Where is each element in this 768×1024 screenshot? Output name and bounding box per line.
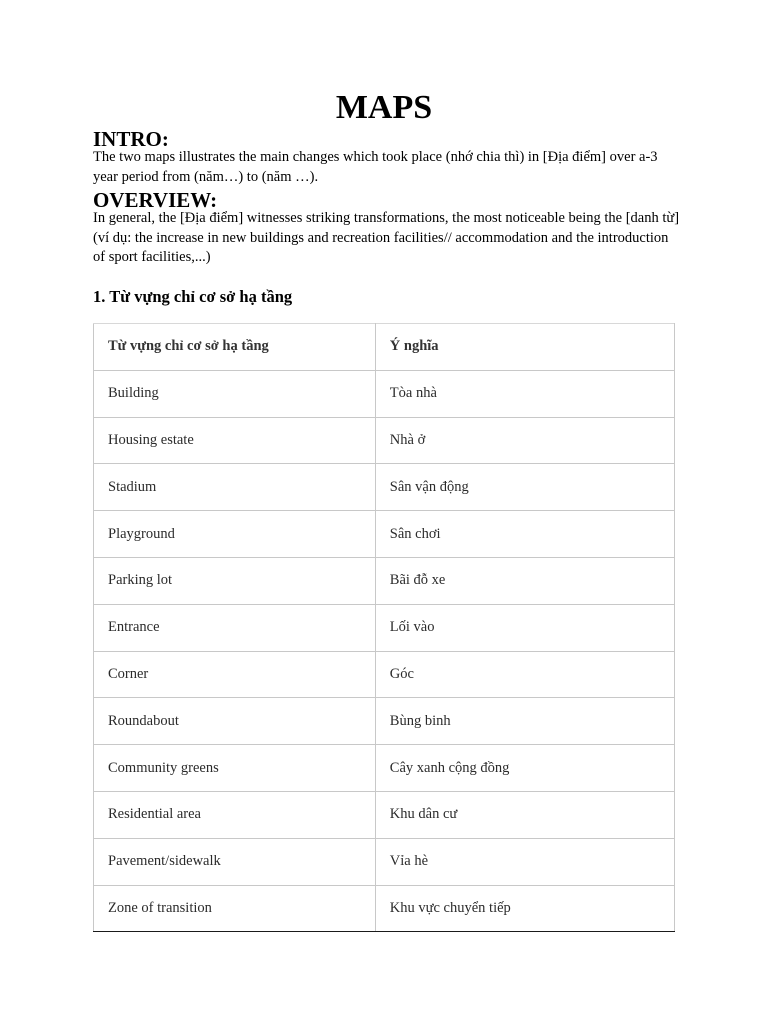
term-cell: Playground: [94, 511, 376, 558]
meaning-cell: Lối vào: [375, 604, 674, 651]
term-cell: Housing estate: [94, 417, 376, 464]
table-header-row: [94, 324, 675, 371]
table-row: [94, 838, 675, 885]
term-cell: Roundabout: [94, 698, 376, 745]
table-row: [94, 698, 675, 745]
meaning-cell: Nhà ở: [375, 417, 674, 464]
term-cell: Residential area: [94, 791, 376, 838]
meaning-cell: Góc: [375, 651, 674, 698]
term-cell: Corner: [94, 651, 376, 698]
table-row: [94, 511, 675, 558]
intro-heading: INTRO:: [93, 127, 169, 151]
meaning-cell: Sân chơi: [375, 511, 674, 558]
meaning-cell: Tòa nhà: [375, 370, 674, 417]
meaning-cell: Bùng binh: [375, 698, 674, 745]
meaning-cell: Khu vực chuyển tiếp: [375, 885, 674, 932]
table-row: [94, 791, 675, 838]
intro-paragraph: The two maps illustrates the main changes which took place (nhớ chia thì) in [Địa điểm] over a-3 year period from (năm…) to (năm …).: [93, 149, 658, 185]
table-row: [94, 885, 675, 932]
meaning-cell: Vỉa hè: [375, 838, 674, 885]
table-row: [94, 745, 675, 792]
term-cell: Pavement/sidewalk: [94, 838, 376, 885]
term-cell: Building: [94, 370, 376, 417]
meaning-cell: Sân vận động: [375, 464, 674, 511]
meaning-cell: Khu dân cư: [375, 791, 674, 838]
table-row: [94, 557, 675, 604]
section-1-heading: 1. Từ vựng chỉ cơ sở hạ tầng: [93, 287, 293, 306]
term-cell: Entrance: [94, 604, 376, 651]
meaning-cell: Bãi đỗ xe: [375, 557, 674, 604]
page-title: MAPS: [335, 89, 433, 126]
vocabulary-table: [93, 323, 675, 932]
term-cell: Parking lot: [94, 557, 376, 604]
overview-paragraph: In general, the [Địa điểm] witnesses striking transformations, the most noticeable being the [danh từ] (ví dụ: the increase in new buildings and recreation facilities// accommodation and the introduction of sport facilities,...): [93, 210, 680, 265]
table-row: [94, 604, 675, 651]
overview-heading: OVERVIEW:: [93, 188, 218, 212]
term-cell: Community greens: [94, 745, 376, 792]
term-cell: Zone of transition: [94, 885, 376, 932]
table-row: [94, 651, 675, 698]
table-row: [94, 417, 675, 464]
column-header-term: Từ vựng chỉ cơ sở hạ tầng: [94, 324, 376, 371]
table-row: [94, 464, 675, 511]
table-row: [94, 370, 675, 417]
column-header-meaning: Ý nghĩa: [375, 324, 674, 371]
meaning-cell: Cây xanh cộng đồng: [375, 745, 674, 792]
term-cell: Stadium: [94, 464, 376, 511]
